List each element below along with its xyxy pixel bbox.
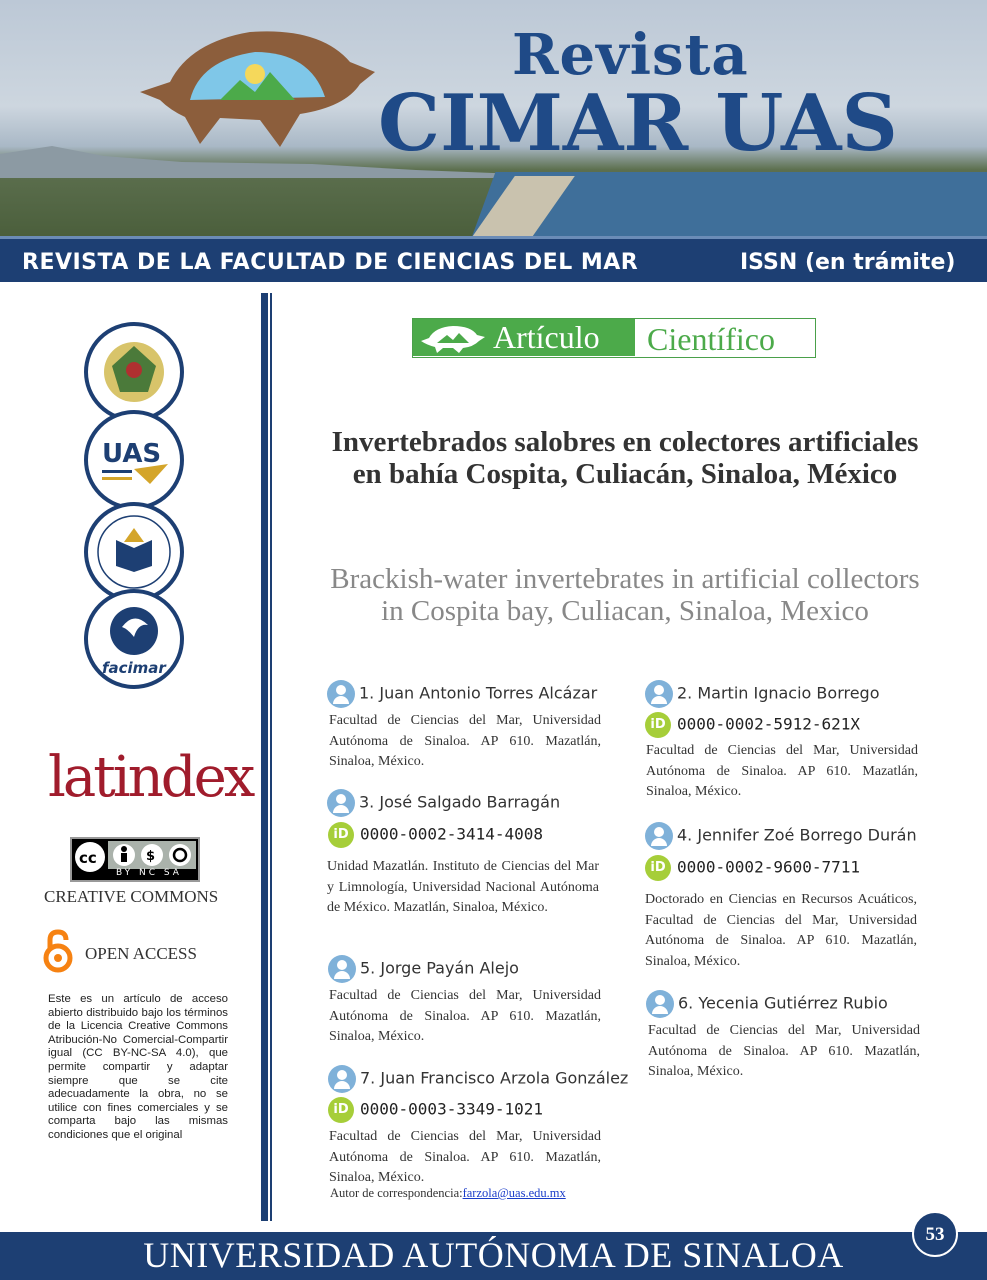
open-access-icon <box>42 928 74 974</box>
cc-badge-text: BY NC SA <box>116 868 182 878</box>
author-4-orcid[interactable] <box>645 855 860 881</box>
author-7[interactable] <box>328 1065 628 1093</box>
orcid-icon: iD <box>328 822 354 848</box>
journal-title-line1: Revista <box>512 22 749 88</box>
author-7-orcid[interactable] <box>328 1097 543 1123</box>
orcid-number: 0000-0002-5912-621X <box>677 714 861 734</box>
open-access-label: OPEN ACCESS <box>85 944 197 963</box>
author-2-orcid[interactable] <box>645 712 860 738</box>
author-name: 4. Jennifer Zoé Borrego Durán <box>677 825 917 845</box>
badge-green-box <box>413 319 635 356</box>
header-banner <box>0 0 987 236</box>
badge-turtle-icon <box>419 323 487 353</box>
author-3-orcid[interactable] <box>328 822 543 848</box>
badge-word-cientifico: Científico <box>647 321 775 357</box>
author-2-affiliation: Facultad de Ciencias del Mar, Universidad Autónoma de Sinaloa. AP 610. Mazatlán, Sinaloa, México. <box>646 743 918 799</box>
person-icon <box>646 990 674 1018</box>
journal-title-line2: CIMAR UAS <box>378 78 898 169</box>
orcid-icon: iD <box>645 855 671 881</box>
uas-university-seal-icon <box>84 502 184 602</box>
author-2[interactable] <box>645 680 880 708</box>
author-1-affiliation: Facultad de Ciencias del Mar, Universidad Autónoma de Sinaloa. AP 610. Mazatlán, Sinaloa, México. <box>329 713 601 769</box>
author-4[interactable] <box>645 822 917 850</box>
author-5[interactable] <box>328 955 519 983</box>
person-icon <box>327 789 355 817</box>
author-7-affiliation: Facultad de Ciencias del Mar, Universidad Autónoma de Sinaloa. AP 610. Mazatlán, Sinaloa, México. <box>329 1129 601 1185</box>
latindex-logo: latindex <box>48 745 253 810</box>
article-type-badge <box>412 318 816 358</box>
uas-logo-icon <box>84 410 184 510</box>
author-6-affiliation: Facultad de Ciencias del Mar, Universidad Autónoma de Sinaloa. AP 610. Mazatlán, Sinaloa, México. <box>648 1023 920 1079</box>
svg-text:$: $ <box>146 849 156 864</box>
author-name: 1. Juan Antonio Torres Alcázar <box>359 683 598 703</box>
page-number: 53 <box>912 1211 958 1257</box>
university-name: UNIVERSIDAD AUTÓNOMA DE SINALOA <box>143 1235 844 1275</box>
creative-commons-badge-icon <box>70 837 200 882</box>
seal-logo-icon <box>84 322 184 422</box>
license-text: Este es un artículo de acceso abierto distribuido bajo los términos de la Licencia Creative Commons Atribución-No Comercial-Compartir igual (CC BY-NC-SA 4.0), que permite compartir y adaptar siempre que se cite adecuadamente la obra, no se utilice con fines comerciales y se comparta bajo las mismas condiciones que el original <box>48 993 228 1141</box>
divider-thick <box>261 293 268 1221</box>
author-name: 3. José Salgado Barragán <box>359 792 561 812</box>
person-icon <box>645 822 673 850</box>
person-icon <box>328 1065 356 1093</box>
issn-label: ISSN (en trámite) <box>740 250 956 275</box>
creative-commons-label: CREATIVE COMMONS <box>44 887 219 906</box>
person-icon <box>328 955 356 983</box>
orcid-icon: iD <box>328 1097 354 1123</box>
correspondence <box>330 1186 566 1201</box>
person-icon <box>645 680 673 708</box>
author-6[interactable] <box>646 990 888 1018</box>
svg-text:cc: cc <box>79 849 97 867</box>
facimar-logo-icon <box>84 589 184 689</box>
author-3-affiliation: Unidad Mazatlán. Instituto de Ciencias del Mar y Limnología, Universidad Nacional Autónoma de México. Mazatlán, Sinaloa, México. <box>327 859 599 915</box>
faculty-journal-label: REVISTA DE LA FACULTAD DE CIENCIAS DEL MAR <box>22 250 639 275</box>
author-5-affiliation: Facultad de Ciencias del Mar, Universidad Autónoma de Sinaloa. AP 610. Mazatlán, Sinaloa, México. <box>329 988 601 1044</box>
badge-word-articulo: Artículo <box>493 319 600 355</box>
author-name: 6. Yecenia Gutiérrez Rubio <box>678 993 888 1013</box>
person-icon <box>327 680 355 708</box>
author-name: 7. Juan Francisco Arzola González <box>360 1068 629 1088</box>
author-3[interactable] <box>327 789 560 817</box>
author-4-affiliation: Doctorado en Ciencias en Recursos Acuáticos, Facultad de Ciencias del Mar, Universidad Autónoma de Sinaloa. AP 610. Mazatlán, Sinaloa, México. <box>645 892 917 969</box>
turtle-logo-icon <box>130 22 380 152</box>
author-name: 5. Jorge Payán Alejo <box>360 958 519 978</box>
author-name: 2. Martin Ignacio Borrego <box>677 683 880 703</box>
orcid-number: 0000-0002-3414-4008 <box>360 824 544 844</box>
article-title-english: Brackish-water invertebrates in artificial collectors in Cospita bay, Culiacan, Sinaloa, Mexico <box>330 563 920 627</box>
svg-text:facimar: facimar <box>102 659 166 677</box>
author-1[interactable] <box>327 680 597 708</box>
orcid-number: 0000-0003-3349-1021 <box>360 1099 544 1119</box>
correspondence-email-link[interactable]: farzola@uas.edu.mx <box>462 1186 566 1200</box>
orcid-icon: iD <box>645 712 671 738</box>
article-title-spanish: Invertebrados salobres en colectores artificiales en bahía Cospita, Culiacán, Sinaloa, México <box>331 426 919 490</box>
header-band <box>0 236 987 282</box>
svg-text:UAS: UAS <box>102 439 162 469</box>
correspondence-label: Autor de correspondencia: <box>330 1186 463 1200</box>
divider-thin <box>270 293 272 1221</box>
orcid-number: 0000-0002-9600-7711 <box>677 857 861 877</box>
